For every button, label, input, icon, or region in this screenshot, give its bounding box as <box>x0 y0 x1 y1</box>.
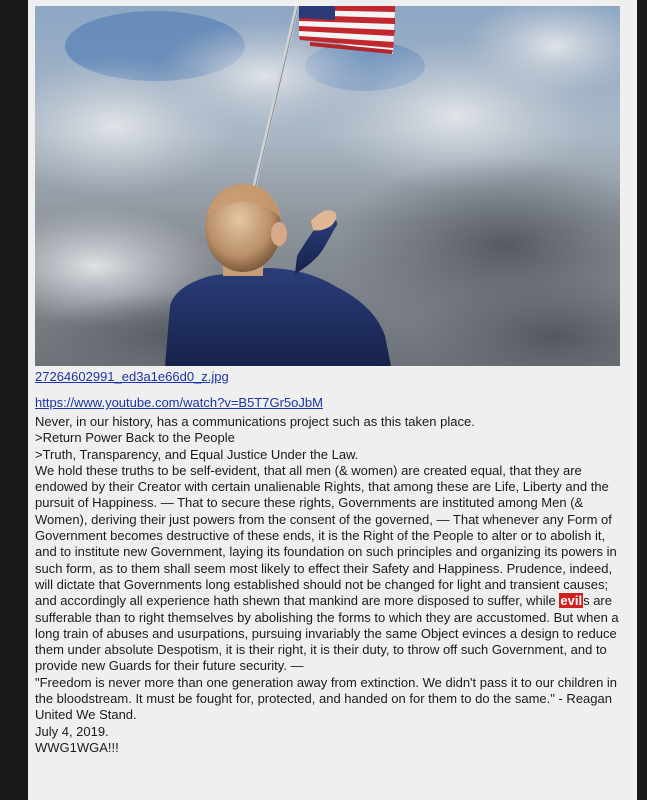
post-line: Never, in our history, has a communications project such as this taken place. <box>35 414 475 429</box>
declaration-text-end: s are sufferable than to right themselves by abolishing the forms to which they are accustomed. But when a long train of abuses and usurpations, pursuing invariably the same Object evinces a design to reduce them under absolute Despotism, it is their right, it is their duty, to throw off such Government, and to provide new Guards for their future security. — <box>35 593 619 674</box>
reagan-quote: "Freedom is never more than one generation away from extinction. We didn't pass it to our children in the bloodstream. It must be fought for, protected, and handed on for them to do the same." - Reagan <box>35 674 618 707</box>
youtube-link[interactable]: https://www.youtube.com/watch?v=B5T7Gr5oJbM <box>35 395 323 410</box>
post-image[interactable] <box>35 6 620 366</box>
declaration-paragraph <box>35 463 623 675</box>
greentext-line: >Truth, Transparency, and Equal Justice Under the Law. <box>35 446 359 462</box>
closing-line: United We Stand. <box>35 707 137 723</box>
signoff-line: WWG1WGA!!! <box>35 739 119 755</box>
declaration-text-start: We hold these truths to be self-evident, that all men (& women) are created equal, that they are endowed by their Creator with certain unalienable Rights, that among these are Life, Liberty and the pursuit of Happiness. — That to secure these rights, Governments are instituted among Men (& Women), deriving their just powers from the consent of the governed, — That whenever any Form of Government becomes destructive of these ends, it is the Right of the People to alter or to abolish it, and to institute new Government, laying its foundation on such principles and organizing its powers in such form, as to them shall seem most likely to effect their Safety and Happiness. Prudence, indeed, will dictate that Governments long established should not be changed for light and transient causes; and accordingly all experience hath shewn that mankind are more disposed to suffer, while <box>35 462 617 609</box>
post-body <box>35 414 623 756</box>
date-line: July 4, 2019. <box>35 723 109 739</box>
saluting-child-photo <box>35 6 620 366</box>
highlighted-word: evil <box>560 593 583 609</box>
greentext-line: >Return Power Back to the People <box>35 430 235 446</box>
post-container <box>28 0 637 800</box>
image-filename-link[interactable]: 27264602991_ed3a1e66d0_z.jpg <box>35 369 229 384</box>
